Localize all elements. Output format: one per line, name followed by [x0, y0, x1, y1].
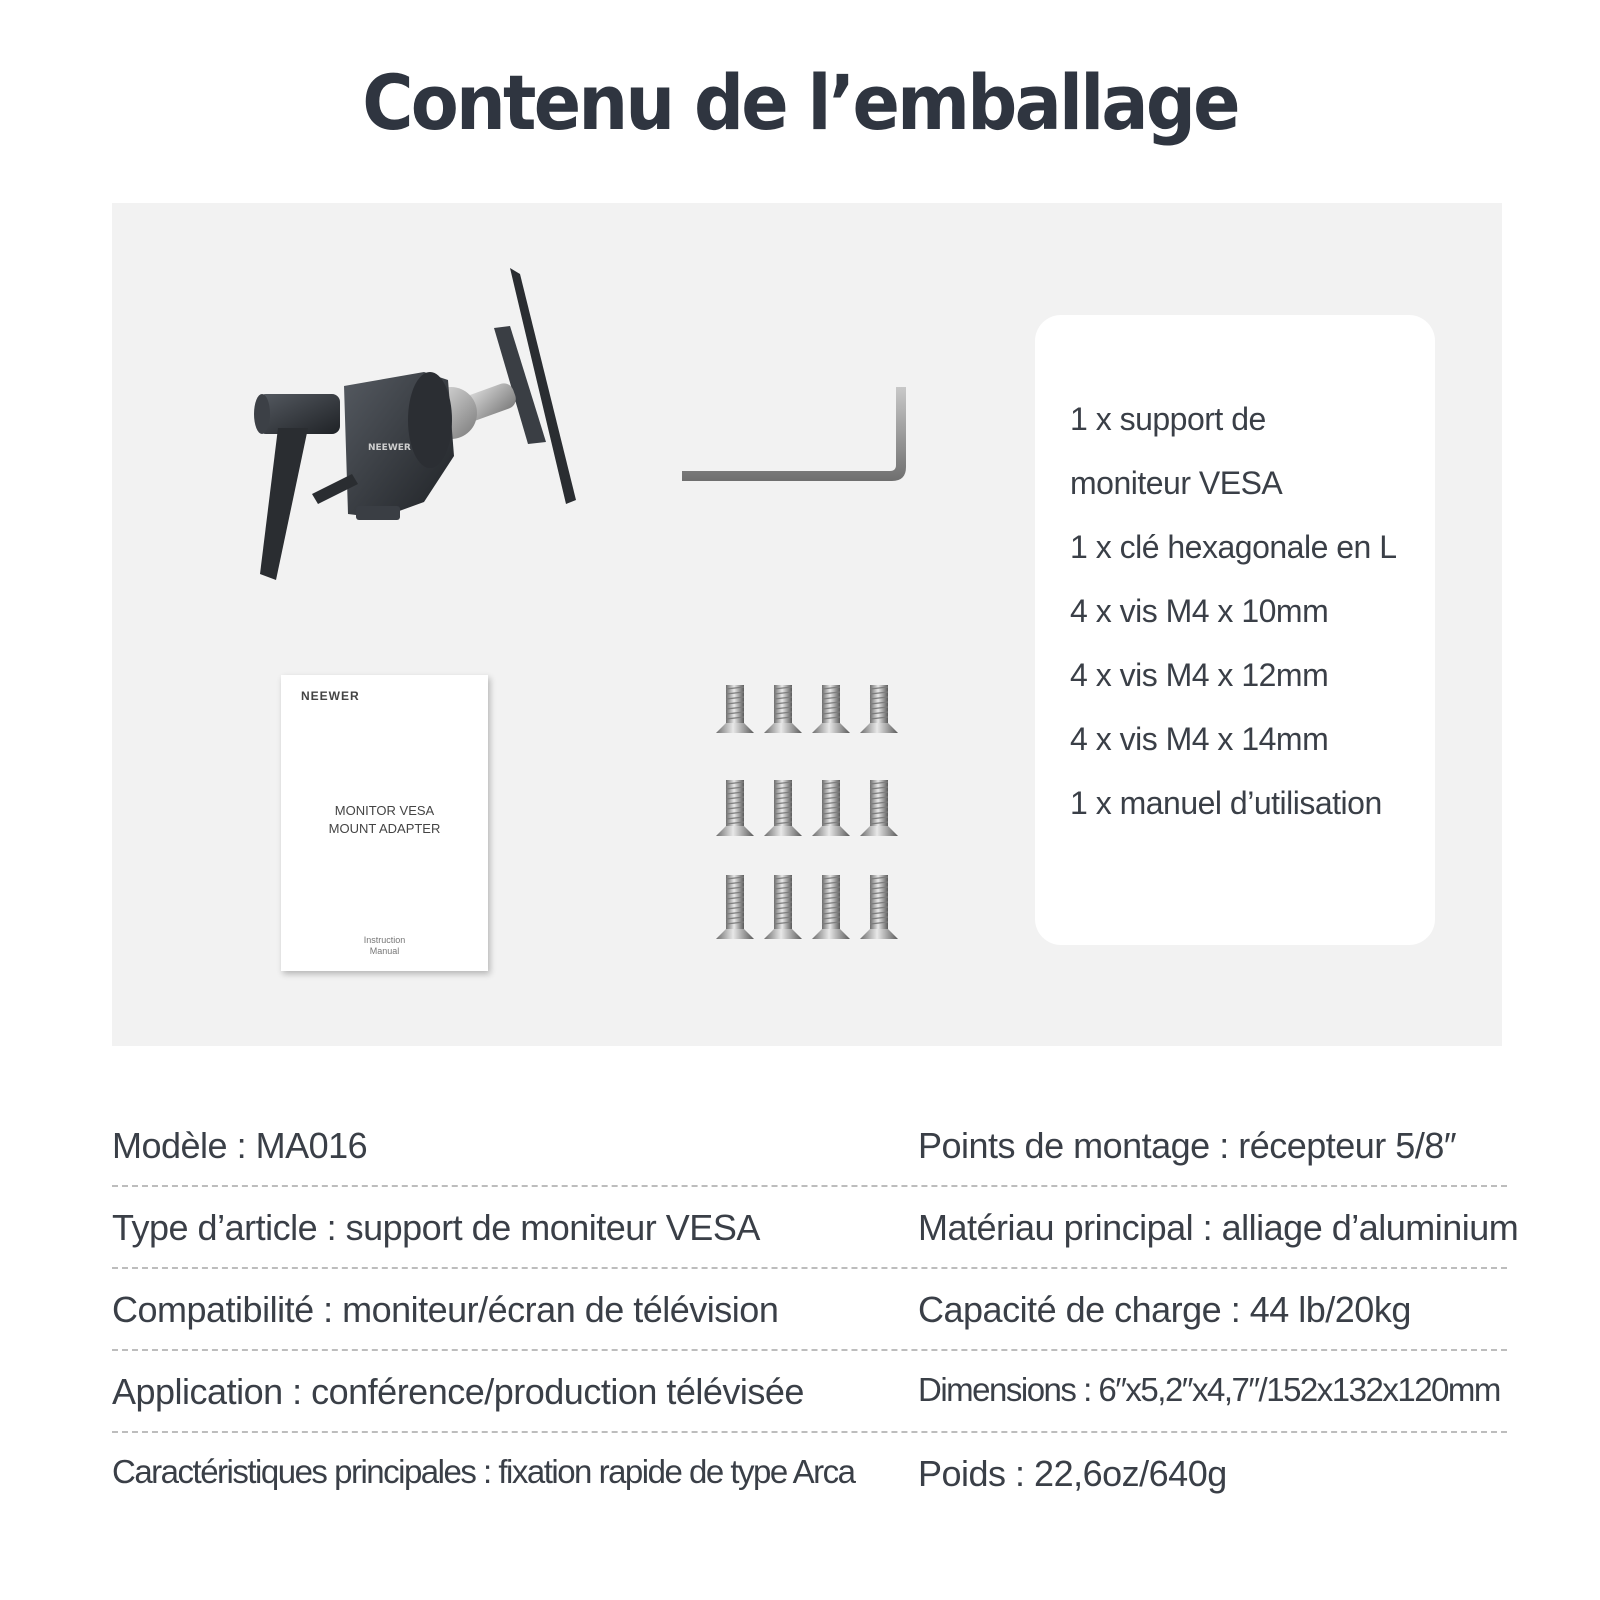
spec-weight: Poids : 22,6oz/640g	[918, 1453, 1227, 1494]
specs-table	[112, 1105, 1519, 1513]
contents-card	[1035, 315, 1435, 945]
spec-row	[112, 1351, 1507, 1433]
spec-dimensions: Dimensions : 6″x5,2″x4,7″/152x132x120mm	[918, 1371, 1500, 1408]
screw	[716, 875, 754, 939]
spec-main-features: Caractéristiques principales : fixation rapide de type Arca	[112, 1453, 855, 1490]
contents-item: 4 x vis M4 x 14mm	[1070, 721, 1329, 757]
screw	[860, 875, 898, 939]
mount-brand-label: NEEWER	[368, 443, 411, 453]
screw	[716, 780, 754, 836]
contents-item: 1 x clé hexagonale en L	[1070, 529, 1397, 565]
vesa-mount-image	[248, 268, 598, 603]
manual-subtitle: Instruction Manual	[363, 935, 406, 956]
spec-item-type: Type d’article : support de moniteur VESA	[112, 1207, 760, 1248]
screw	[860, 780, 898, 836]
spec-load-capacity: Capacité de charge : 44 lb/20kg	[918, 1289, 1411, 1330]
page-title: Contenu de l’emballage	[362, 58, 1238, 147]
screw	[812, 685, 850, 733]
screw	[764, 685, 802, 733]
spec-application: Application : conférence/production télévisée	[112, 1371, 804, 1412]
spec-row	[112, 1187, 1519, 1269]
contents-list	[1070, 387, 1397, 835]
contents-item: 1 x manuel d’utilisation	[1070, 785, 1382, 821]
instruction-manual-image	[281, 675, 488, 971]
screw	[764, 875, 802, 939]
screw	[716, 685, 754, 733]
manual-brand: NEEWER	[301, 689, 360, 703]
spec-row	[112, 1269, 1507, 1351]
contents-item: 4 x vis M4 x 12mm	[1070, 657, 1329, 693]
contents-item: 4 x vis M4 x 10mm	[1070, 593, 1329, 629]
screws-image	[712, 685, 902, 955]
spec-row	[112, 1105, 1507, 1187]
spec-row	[112, 1433, 1507, 1513]
screw	[812, 875, 850, 939]
spec-model: Modèle : MA016	[112, 1125, 368, 1166]
contents-item: moniteur VESA	[1070, 465, 1283, 501]
spec-mounting-points: Points de montage : récepteur 5/8″	[918, 1125, 1457, 1166]
screw	[860, 685, 898, 733]
manual-title: MONITOR VESA MOUNT ADAPTER	[328, 803, 441, 836]
spec-compatibility: Compatibilité : moniteur/écran de télévision	[112, 1289, 779, 1330]
spec-material: Matériau principal : alliage d’aluminium	[918, 1207, 1519, 1248]
screw	[764, 780, 802, 836]
hex-key-image	[680, 385, 920, 495]
contents-item: 1 x support de	[1070, 401, 1266, 437]
screw	[812, 780, 850, 836]
